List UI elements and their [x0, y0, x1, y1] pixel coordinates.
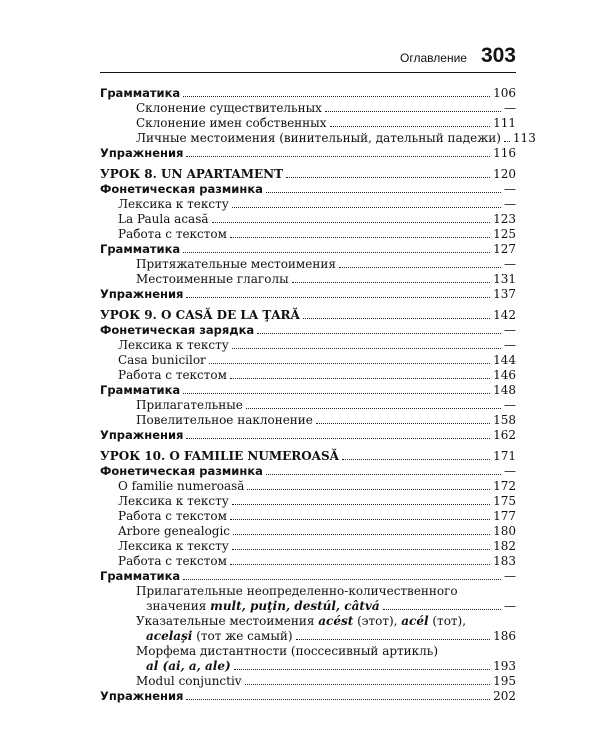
toc-entry-title: Упражнения	[100, 287, 184, 301]
toc-entry-title: Грамматика	[100, 242, 181, 256]
dot-leader	[342, 459, 490, 460]
toc-entry[interactable]	[100, 428, 516, 443]
toc-entry[interactable]	[100, 197, 516, 212]
toc-entry-title: Упражнения	[100, 428, 184, 442]
toc-entry[interactable]	[100, 383, 516, 398]
toc-entry-title: Притяжательные местоимения	[136, 257, 336, 271]
toc-entry-title: Работа с текстом	[118, 368, 227, 382]
toc-entry[interactable]	[100, 227, 516, 242]
toc-page-number: 182	[493, 539, 516, 553]
dot-leader	[330, 126, 491, 127]
dot-leader	[245, 684, 491, 685]
toc-page-number: 120	[493, 167, 516, 181]
dot-leader	[186, 438, 490, 439]
toc-entry-title: Работа с текстом	[118, 227, 227, 241]
toc-entry-title: Склонение имен собственных	[136, 116, 327, 130]
dot-leader	[257, 333, 501, 334]
toc-page-number: —	[504, 182, 516, 196]
dot-leader	[296, 639, 491, 640]
toc-page-number: 175	[493, 494, 516, 508]
emphasized-term: acést	[318, 614, 354, 628]
dot-leader	[316, 423, 490, 424]
toc-page-number: 162	[493, 428, 516, 442]
toc-page-number: —	[504, 599, 516, 613]
toc-entry-title: Местоименные глаголы	[136, 272, 289, 286]
toc-page-number: 137	[493, 287, 516, 301]
emphasized-term: acél	[401, 614, 429, 628]
toc-page-number: 127	[493, 242, 516, 256]
toc-entry[interactable]	[100, 242, 516, 257]
toc-page-number: 111	[493, 116, 516, 130]
toc-entry[interactable]	[100, 524, 516, 539]
toc-page-number: 177	[493, 509, 516, 523]
toc-entry[interactable]	[100, 614, 516, 629]
toc-entry-title: Фонетическая зарядка	[100, 323, 255, 337]
dot-leader	[183, 579, 501, 580]
toc-page-number: 123	[493, 212, 516, 226]
toc-page-number: 186	[493, 629, 516, 643]
dot-leader	[230, 564, 490, 565]
toc-entry[interactable]	[100, 101, 516, 116]
toc-entry-title	[146, 659, 231, 674]
toc-entry-title: Arbore genealogic	[118, 524, 231, 538]
dot-leader	[246, 408, 501, 409]
toc-entry-title: УРОК 10. O FAMILIE NUMEROASĂ	[100, 449, 339, 463]
toc-entry[interactable]	[100, 509, 516, 524]
toc-entry-title: Упражнения	[100, 146, 184, 160]
toc-entry-title: Лексика к тексту	[118, 197, 229, 211]
toc-entry[interactable]	[100, 599, 516, 614]
dot-leader	[232, 207, 501, 208]
dot-leader	[230, 237, 490, 238]
dot-leader	[232, 504, 490, 505]
toc-entry[interactable]	[100, 323, 516, 338]
dot-leader	[230, 519, 490, 520]
dot-leader	[183, 393, 490, 394]
toc-entry-title: УРОК 9. O CASĂ DE LA ŢARĂ	[100, 308, 300, 322]
toc-page-number: 180	[493, 524, 516, 538]
dot-leader	[383, 609, 501, 610]
toc-entry-title: значения mult, puţin, destúl, câtvá	[146, 599, 380, 613]
dot-leader	[230, 378, 490, 379]
toc-page-number: —	[504, 257, 516, 271]
toc-page-number: 125	[493, 227, 516, 241]
dot-leader	[232, 549, 490, 550]
toc-entry-title: УРОК 8. UN APARTAMENT	[100, 167, 284, 181]
toc-entry[interactable]	[100, 479, 516, 494]
toc-page-number: 142	[493, 308, 516, 322]
toc-entry-title: Грамматика	[100, 86, 181, 100]
toc-entry[interactable]	[100, 182, 516, 197]
toc-entry-title: Работа с текстом	[118, 554, 227, 568]
dot-leader	[325, 111, 501, 112]
toc-page-number: —	[504, 464, 516, 478]
toc-entry[interactable]	[100, 368, 516, 383]
toc-page-number: 131	[493, 272, 516, 286]
dot-leader	[233, 534, 490, 535]
toc-page-number: 113	[512, 131, 536, 145]
toc-entry[interactable]	[100, 338, 516, 353]
toc-lesson-heading[interactable]	[100, 167, 516, 182]
page-header	[100, 44, 516, 68]
dot-leader	[286, 177, 490, 178]
toc-entry-title: Повелительное наклонение	[136, 413, 313, 427]
toc-entry-title: Склонение существительных	[136, 101, 322, 115]
dot-leader	[266, 192, 501, 193]
table-of-contents	[100, 86, 536, 704]
toc-entry-title: O familie numeroasă	[118, 479, 245, 493]
toc-entry[interactable]	[100, 674, 516, 689]
toc-entry-title: Грамматика	[100, 569, 181, 583]
toc-page-number: 195	[493, 674, 516, 688]
toc-lesson-heading[interactable]	[100, 449, 516, 464]
toc-entry-title: Прилагательные	[136, 398, 243, 412]
toc-entry[interactable]	[100, 554, 516, 569]
dot-leader	[186, 156, 490, 157]
emphasized-term: al (ai, a, ale)	[146, 659, 231, 673]
toc-entry-title: Указательные местоимения acést (этот), acél (тот),	[136, 614, 467, 628]
toc-page-number: 146	[493, 368, 516, 382]
toc-page-number: 171	[493, 449, 516, 463]
dot-leader	[186, 699, 490, 700]
toc-entry-title: Упражнения	[100, 689, 184, 703]
dot-leader	[247, 489, 490, 490]
emphasized-term: acelaşi	[146, 629, 193, 643]
toc-page-number: —	[504, 338, 516, 352]
toc-page-number: 144	[493, 353, 516, 367]
dot-leader	[212, 222, 491, 223]
toc-page-number: 202	[493, 689, 516, 703]
dot-leader	[266, 474, 501, 475]
toc-entry[interactable]	[100, 539, 516, 554]
toc-entry[interactable]	[100, 584, 516, 599]
dot-leader	[303, 318, 490, 319]
toc-page-number: 106	[493, 86, 516, 100]
toc-entry[interactable]	[100, 353, 516, 368]
toc-entry[interactable]	[100, 146, 516, 161]
toc-entry[interactable]	[100, 257, 516, 272]
toc-entry-title: Casa bunicilor	[118, 353, 206, 367]
running-header-title: Оглавление	[400, 51, 467, 65]
toc-entry[interactable]	[100, 464, 516, 479]
toc-entry-title: Фонетическая разминка	[100, 464, 263, 478]
toc-page-number: 183	[493, 554, 516, 568]
toc-entry-title: Лексика к тексту	[118, 338, 229, 352]
toc-page-number: —	[504, 569, 516, 583]
toc-page-number: —	[504, 197, 516, 211]
toc-page-number: 172	[493, 479, 516, 493]
toc-entry[interactable]	[100, 272, 516, 287]
toc-entry-title: Работа с текстом	[118, 509, 227, 523]
toc-entry[interactable]	[100, 212, 516, 227]
dot-leader	[292, 282, 490, 283]
toc-entry-title: acelaşi (тот же самый)	[146, 629, 293, 643]
header-rule	[100, 72, 516, 73]
dot-leader	[504, 141, 510, 142]
toc-entry-title: Лексика к тексту	[118, 494, 229, 508]
toc-entry[interactable]	[100, 689, 516, 704]
toc-entry[interactable]	[100, 86, 516, 101]
toc-page-number: 148	[493, 383, 516, 397]
toc-entry[interactable]	[100, 644, 516, 659]
toc-entry-title: Лексика к тексту	[118, 539, 229, 553]
toc-entry[interactable]	[100, 131, 536, 146]
dot-leader	[183, 96, 490, 97]
dot-leader	[186, 297, 490, 298]
toc-page-number: 158	[493, 413, 516, 427]
toc-entry[interactable]	[100, 398, 516, 413]
emphasized-term: mult, puţin, destúl, câtvá	[210, 599, 380, 613]
toc-entry-title: Modul conjunctiv	[136, 674, 242, 688]
toc-entry-title: Морфема дистантности (поссесивный артикль)	[136, 644, 439, 658]
dot-leader	[232, 348, 501, 349]
toc-page-number: 193	[493, 659, 516, 673]
toc-entry[interactable]	[100, 659, 516, 674]
toc-entry-title: Прилагательные неопределенно-количественного	[136, 584, 458, 598]
dot-leader	[209, 363, 490, 364]
toc-page-number: —	[504, 323, 516, 337]
dot-leader	[183, 252, 490, 253]
toc-entry[interactable]	[100, 569, 516, 584]
toc-page-number: —	[504, 398, 516, 412]
toc-entry[interactable]	[100, 494, 516, 509]
toc-entry-title: Грамматика	[100, 383, 181, 397]
toc-entry-title: Личные местоимения (винительный, дательный падежи)	[136, 131, 501, 145]
dot-leader	[339, 267, 501, 268]
toc-entry[interactable]	[100, 629, 516, 644]
toc-entry-title: Фонетическая разминка	[100, 182, 263, 196]
toc-entry-title: La Paula acasă	[118, 212, 209, 226]
toc-entry[interactable]	[100, 413, 516, 428]
dot-leader	[234, 669, 490, 670]
toc-page-number: 116	[493, 146, 516, 160]
toc-entry[interactable]	[100, 116, 516, 131]
toc-page-number: —	[504, 101, 516, 115]
toc-entry[interactable]	[100, 287, 516, 302]
page-number: 303	[480, 44, 516, 67]
toc-lesson-heading[interactable]	[100, 308, 516, 323]
